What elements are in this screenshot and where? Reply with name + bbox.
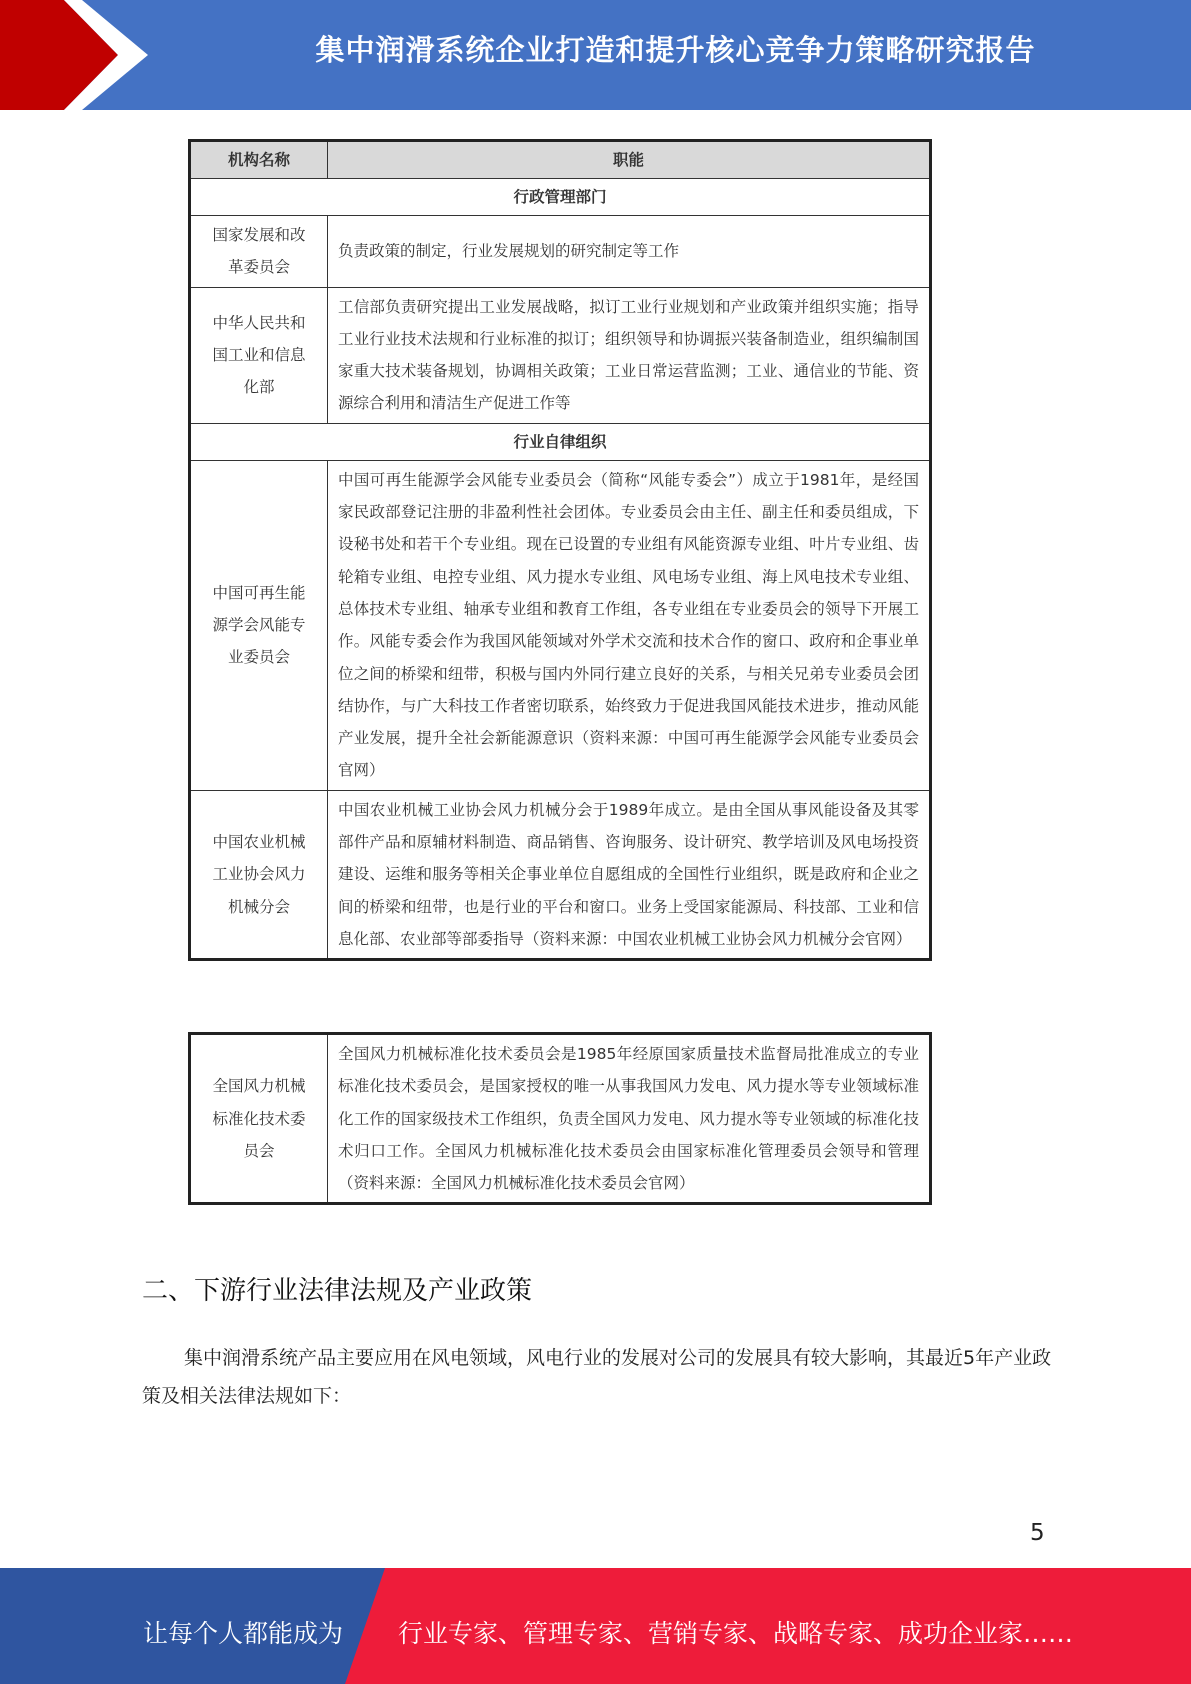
institution-function: 中国可再生能源学会风能专业委员会（简称“风能专委会”）成立于1981年，是经国家民政部登记注册的非盈利性社会团体。专业委员会由主任、副主任和委员组成，下设秘书处和若干个专业组。现在已设置的专业组有风能资源专业组、叶片专业组、齿轮箱专业组、电控专业组、风力提水专业组、风电场专业组、海上风电技术专业组、总体技术专业组、轴承专业组和教育工作组，各专业组在专业委员会的领导下开展工作。风能专委会作为我国风能领域对外学术交流和技术合作的窗口、政府和企事业单位之间的桥梁和纽带，积极与国内外同行建立良好的关系，与相关兄弟专业委员会团结协作，与广大科技工作者密切联系，始终致力于促进我国风能技术进步，推动风能产业发展，提升全社会新能源意识（资料来源：中国可再生能源学会风能专业委员会官网） xyxy=(328,460,931,790)
column-header-name: 机构名称 xyxy=(190,141,328,179)
institution-table xyxy=(188,139,932,961)
institution-name: 中国农业机械工业协会风力机械分会 xyxy=(190,790,328,959)
section-title: 行业自律组织 xyxy=(190,423,931,460)
report-title: 集中润滑系统企业打造和提升核心竞争力策略研究报告 xyxy=(315,33,1036,67)
column-header-function: 职能 xyxy=(328,141,931,179)
institution-name: 国家发展和改革委员会 xyxy=(190,216,328,288)
table-header-row xyxy=(190,141,931,179)
table-row xyxy=(190,1034,931,1204)
body-paragraph: 集中润滑系统产品主要应用在风电领域，风电行业的发展对公司的发展具有较大影响，其最近5年产业政策及相关法律法规如下： xyxy=(142,1347,1052,1407)
section-title: 行政管理部门 xyxy=(190,179,931,216)
page-header xyxy=(0,0,1191,110)
footer-slogan-left: 让每个人都能成为 xyxy=(143,1619,344,1648)
institution-name: 中国可再生能源学会风能专业委员会 xyxy=(190,460,328,790)
section-row xyxy=(190,179,931,216)
table-row xyxy=(190,460,931,790)
table-row xyxy=(190,287,931,423)
institution-name: 中华人民共和国工业和信息化部 xyxy=(190,287,328,423)
institution-function: 全国风力机械标准化技术委员会是1985年经原国家质量技术监督局批准成立的专业标准化技术委员会，是国家授权的唯一从事我国风力发电、风力提水等专业领域标准化工作的国家级技术工作组织，负责全国风力发电、风力提水等专业领域的标准化技术归口工作。全国风力机械标准化技术委员会由国家标准化管理委员会领导和管理（资料来源：全国风力机械标准化技术委员会官网） xyxy=(328,1034,931,1204)
table-row xyxy=(190,790,931,959)
page-footer xyxy=(0,1568,1191,1684)
institution-name: 全国风力机械标准化技术委员会 xyxy=(190,1034,328,1204)
institution-function: 负责政策的制定，行业发展规划的研究制定等工作 xyxy=(328,216,931,288)
institution-function: 中国农业机械工业协会风力机械分会于1989年成立。是由全国从事风能设备及其零部件产品和原辅材料制造、商品销售、咨询服务、设计研究、教学培训及风电场投资建设、运维和服务等相关企事业单位自愿组成的全国性行业组织，既是政府和企业之间的桥梁和纽带，也是行业的平台和窗口。业务上受国家能源局、科技部、工业和信息化部、农业部等部委指导（资料来源：中国农业机械工业协会风力机械分会官网） xyxy=(328,790,931,959)
footer-slogan-right: 行业专家、管理专家、营销专家、战略专家、成功企业家…… xyxy=(398,1619,1074,1648)
institution-function: 工信部负责研究提出工业发展战略，拟订工业行业规划和产业政策并组织实施；指导工业行业技术法规和行业标准的拟订；组织领导和协调振兴装备制造业，组织编制国家重大技术装备规划，协调相关政策；工业日常运营监测；工业、通信业的节能、资源综合利用和清洁生产促进工作等 xyxy=(328,287,931,423)
page-number: 5 xyxy=(1030,1520,1045,1546)
header-chevron-decoration xyxy=(0,0,160,110)
section-heading: 二、下游行业法律法规及产业政策 xyxy=(142,1276,533,1306)
table-row xyxy=(190,216,931,288)
section-row xyxy=(190,423,931,460)
institution-table-continued xyxy=(188,1032,932,1205)
